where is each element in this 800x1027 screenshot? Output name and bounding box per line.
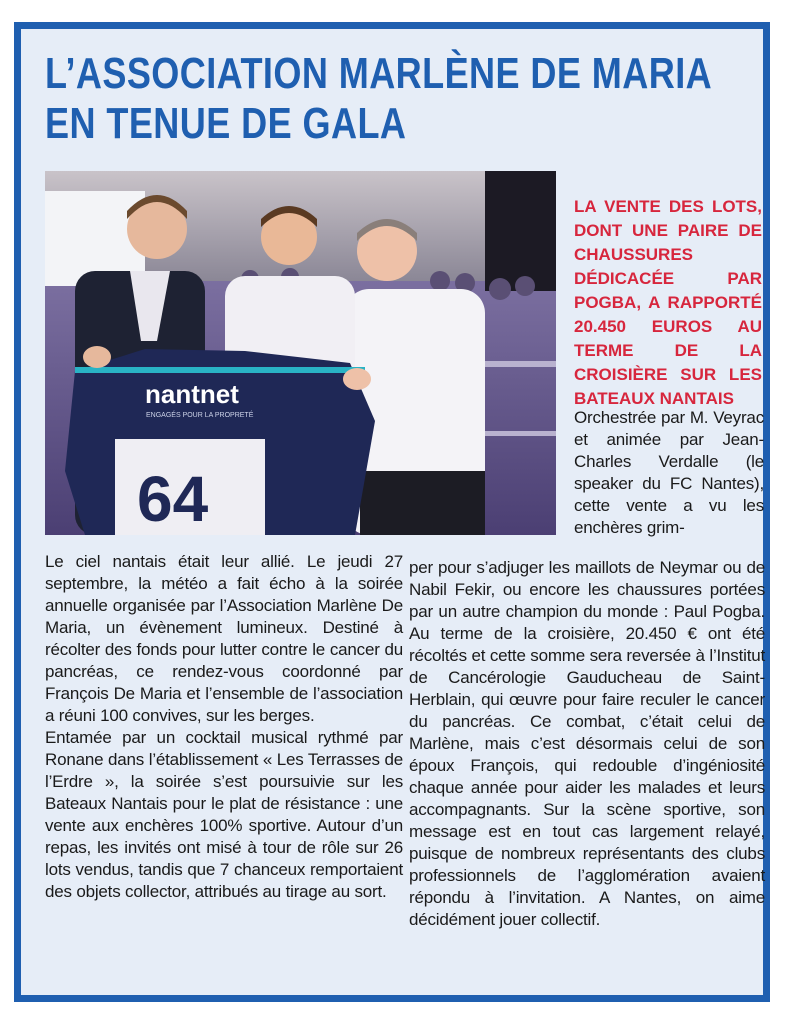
side-paragraph: Orchestrée par M. Veyrac et animée par Jean-Charles Verdalle (le speaker du FC Nantes), cette vente a vu les enchères grim- [574, 408, 764, 537]
article-frame [14, 22, 770, 1002]
event-photo [45, 171, 556, 535]
jersey-tagline: ENGAGÉS POUR LA PROPRETÉ [146, 412, 254, 419]
headline-line-1: L’ASSOCIATION MARLÈNE DE MARIA [45, 49, 713, 98]
lead-text: LA VENTE DES LOTS, DONT UNE PAIRE DE CHAUSSURES DÉDICACÉE PAR POGBA, A RAPPORTÉ 20.450 EUROS AU TERME DE LA CROISIÈRE SUR LES BATEAUX NANTAIS [574, 197, 762, 408]
left-paragraph-1: Le ciel nantais était leur allié. Le jeudi 27 septembre, la météo a fait écho à la soirée annuelle organisée par l’Association Marlène De Maria, un évènement lumineux. Destiné à récolter des fonds pour lutter contre le cancer du pancréas, ce rendez-vous coordonné par François De Maria et l’ensemble de l’association a réuni 100 convives, sur les berges. [45, 552, 403, 725]
headline [45, 49, 713, 149]
right-paragraph-1: per pour s’adjuger les maillots de Neymar ou de Nabil Fekir, ou encore les chaussures portées par un autre champion du monde : Paul Pogba. Au terme de la croisière, 20.450 € ont été récoltés et cette somme sera reversée à l’Institut de Cancérologie Gauducheau de Saint-Herblain, qui œuvre pour faire reculer le cancer du pancréas. Ce combat, c’était celui de Marlène, mais c’est désormais celui de son époux François, qui redouble d’ingéniosité chaque année pour aider les malades et leurs accompagnants. Sur la scène sportive, son message est en tout cas largement relayé, puisque de nombreux représentants des clubs professionnels de l’agglomération avaient répondu à l’invitation. A Nantes, on aime décidément jouer collectif. [409, 558, 765, 929]
right-column [409, 557, 765, 931]
photo-illustration [45, 171, 556, 535]
headline-line-2: EN TENUE DE GALA [45, 99, 407, 148]
football-jersey [65, 346, 375, 535]
left-paragraph-2: Entamée par un cocktail musical rythmé par Ronane dans l’établissement « Les Terrasses de l’Erdre », la soirée s’est poursuivie sur les Bateaux Nantais pour le plat de résistance : une vente aux enchères 100% sportive. Autour d’un repas, les invités ont misé à tour de rôle sur 26 lots vendus, tandis que 7 chanceux remportaient des objets collector, attribués au tirage au sort. [45, 728, 403, 901]
jersey-brand: nantnet [145, 379, 239, 409]
side-column [574, 407, 764, 539]
jersey-number: 64 [137, 463, 209, 535]
left-column [45, 551, 403, 903]
